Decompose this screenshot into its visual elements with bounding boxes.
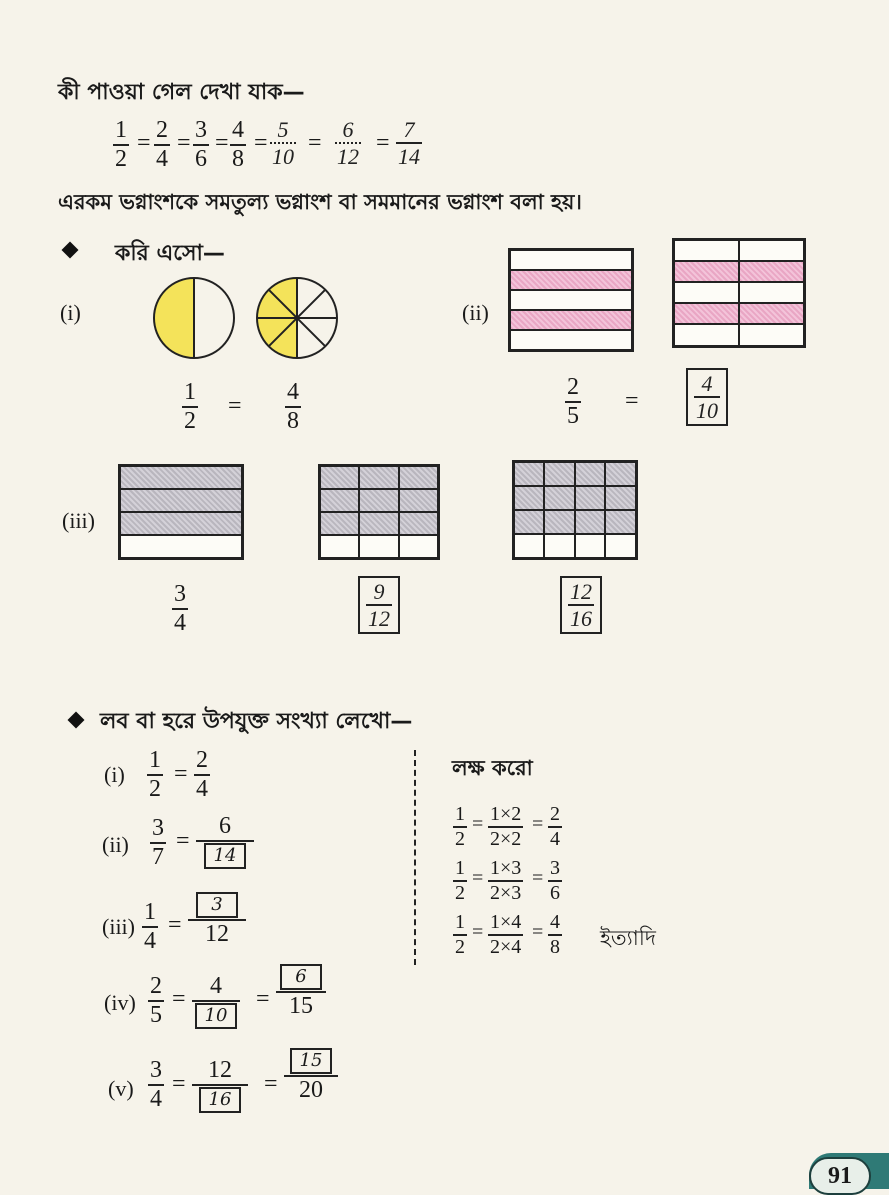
page-number: 91 [809, 1157, 871, 1195]
fraction: 1 2 [149, 747, 161, 803]
answer-box: 3 [196, 892, 238, 918]
fraction: 1 2 [184, 379, 196, 435]
fraction: 15 20 [284, 1048, 338, 1103]
fraction-handwritten: 6 12 [337, 117, 359, 170]
fraction: 3 4 [174, 581, 186, 637]
bullet-diamond-icon [62, 242, 79, 259]
fraction: 3 12 [188, 892, 246, 947]
answer-box: $\frac{4}{10}$ [686, 368, 728, 426]
answer-box: 16 [199, 1087, 241, 1113]
half-circle-figure [150, 274, 240, 364]
fraction-handwritten: 5 10 [272, 117, 294, 170]
fraction-handwritten: 7 14 [398, 117, 420, 170]
answer-box: $\frac{12}{16}$ [560, 576, 602, 634]
fraction: 12 16 [192, 1058, 248, 1113]
fraction: 6 15 [276, 964, 326, 1019]
answer-box: 15 [290, 1048, 332, 1074]
fraction: 3 4 [150, 1057, 162, 1113]
fifths-bar-figure [508, 248, 634, 352]
fraction: 6 14 [196, 814, 254, 869]
item-label: (i) [60, 300, 81, 325]
intro-text: কী পাওয়া গেল দেখা যাক— [58, 80, 305, 105]
sixteenths-grid-figure [512, 460, 638, 560]
fraction: 4 8 [232, 117, 244, 173]
eighths-circle-figure [253, 274, 343, 364]
etc-text: ইত্যাদি [600, 926, 656, 950]
item-label: (iii) [62, 508, 95, 533]
answer-box: 6 [280, 964, 322, 990]
definition-text: এরকম ভগ্নাংশকে সমতুল্য ভগ্নাংশ বা সমমানের ভগ্নাংশ বলা হয়। [58, 190, 582, 214]
fraction: 2 4 [156, 117, 168, 173]
twelfths-grid-figure [318, 464, 440, 560]
item-label: (ii) [462, 300, 489, 325]
fraction: 3 7 [152, 815, 164, 871]
fraction: 4 10 [192, 974, 240, 1029]
fraction: 1 4 [144, 899, 156, 955]
fraction: 4 8 [287, 379, 299, 435]
quarters-bar-figure [118, 464, 244, 560]
answer-box: $\frac{9}{12}$ [358, 576, 400, 634]
fraction: 3 6 [195, 117, 207, 173]
fraction: 1 2 [115, 117, 127, 173]
answer-box: 14 [204, 843, 246, 869]
answer-box: 10 [195, 1003, 237, 1029]
activity-heading: করি এসো— [115, 241, 225, 266]
column-divider [414, 750, 416, 965]
observe-heading: লক্ষ করো [452, 756, 533, 780]
fraction: 2 5 [567, 374, 579, 430]
fraction: 2 4 [196, 747, 208, 803]
fraction: 2 5 [150, 973, 162, 1029]
bullet-diamond-icon [68, 712, 85, 729]
tenths-grid-figure [672, 238, 806, 348]
exercise-heading: লব বা হরে উপযুক্ত সংখ্যা লেখো— [100, 709, 413, 734]
